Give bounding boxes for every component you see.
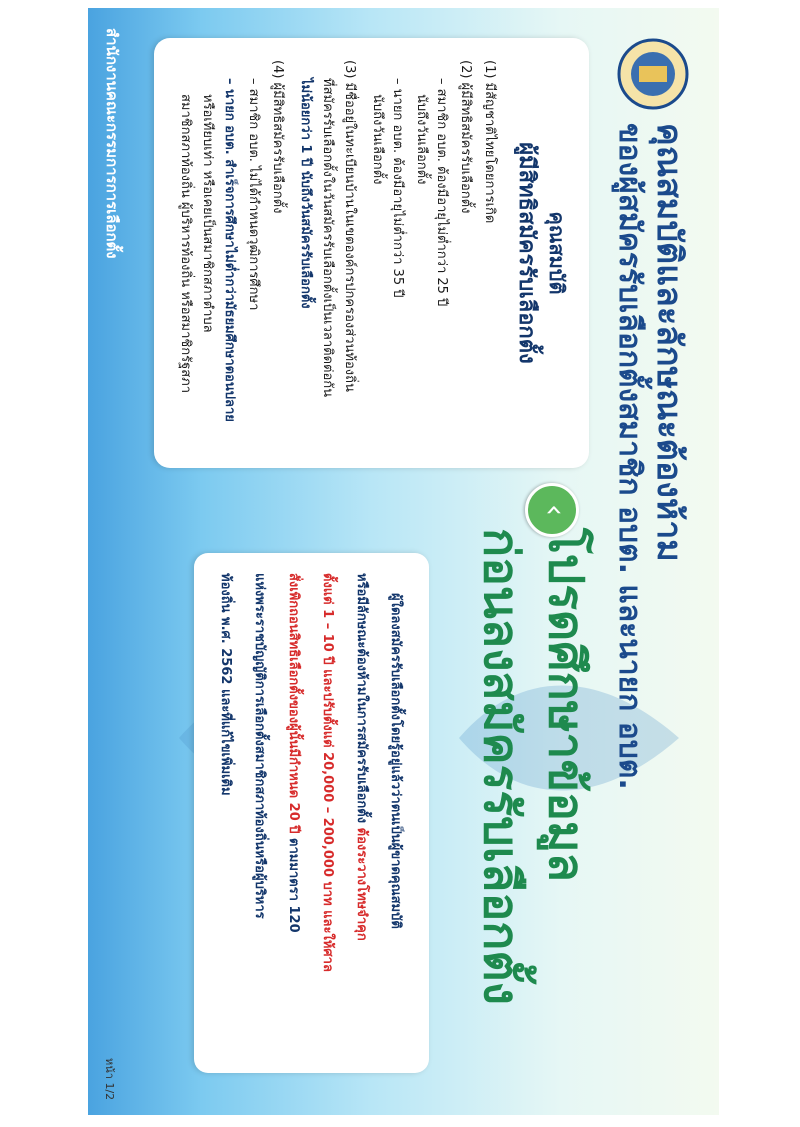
poster xyxy=(88,8,719,1115)
warning-text: ตามมาตรา 120 xyxy=(286,833,301,933)
warning-box xyxy=(194,553,429,1073)
headline-line-1: โปรดศึกษาข้อมูล xyxy=(538,528,594,883)
warning-line xyxy=(352,573,373,941)
warning-text: หรือมีลักษณะต้องห้ามในการสมัครรับเลือกตั้ง xyxy=(354,573,369,828)
list-item: (4) ผู้มีสิทธิสมัครรับเลือกตั้ง xyxy=(270,60,285,214)
card-subheading: ผู้มีสิทธิสมัครรับเลือกตั้ง xyxy=(514,142,539,364)
list-item: นับถึงวันเลือกตั้ง xyxy=(370,94,385,185)
warning-line xyxy=(284,573,305,933)
penalty-text: สั่งเพิกถอนสิทธิเลือกตั้งของผู้นั้นมีกำหนด 20 ปี xyxy=(286,573,301,834)
list-item: – สมาชิก อบต. ไม่ได้กำหนดวุฒิการศึกษา xyxy=(246,78,261,311)
card-heading: คุณสมบัติ xyxy=(545,211,569,295)
warning-line: ผู้ใดลงสมัครรับเลือกตั้งโดยรู้อยู่แล้วว่าตนเป็นผู้ขาดคุณสมบัติ xyxy=(388,593,403,929)
poster-content xyxy=(88,8,719,1115)
list-item: – นายก อบต. ต้องมีอายุไม่ต่ำกว่า 35 ปี xyxy=(390,78,405,298)
penalty-text: ต้องระวางโทษจำคุก xyxy=(354,827,369,941)
list-item: ไม่น้อยกว่า 1 ปี นับถึงวันสมัครรับเลือกตั้ง xyxy=(298,78,313,309)
warning-line: แห่งพระราชบัญญัติการเลือกตั้งสมาชิกสภาท้องถิ่นหรือผู้บริหาร xyxy=(252,573,267,919)
list-item: ที่สมัครรับเลือกตั้งในวันสมัครรับเลือกตั้งเป็นเวลาติดต่อกัน xyxy=(320,78,335,398)
list-item: สมาชิกสภาท้องถิ่น ผู้บริหารท้องถิ่น หรือสมาชิกรัฐสภา xyxy=(178,94,193,394)
title-line-2: ของผู้สมัครรับเลือกตั้งสมาชิก อบต. และนายก อบต. xyxy=(612,123,647,790)
qualification-card xyxy=(154,38,589,468)
title-line-1: คุณสมบัติและลักษณะต้องห้าม xyxy=(649,123,689,562)
list-item: (3) มีชื่ออยู่ในทะเบียนบ้านในเขตองค์กรปกครองส่วนท้องถิ่น xyxy=(342,60,357,392)
list-item: (2) ผู้มีสิทธิสมัครรับเลือกตั้ง xyxy=(458,60,473,214)
page-number: หน้า 1/2 xyxy=(103,1058,116,1101)
prev-arrow-button[interactable]: ‹ xyxy=(525,483,579,537)
warning-line: ท้องถิ่น พ.ศ. 2562 และที่แก้ไขเพิ่มเติม xyxy=(218,573,233,796)
headline-line-2: ก่อนลงสมัครรับเลือกตั้ง xyxy=(473,528,529,1005)
footer-org: สำนักงานคณะกรรมการการเลือกตั้ง xyxy=(103,28,121,259)
list-item: (1) มีสัญชาติไทยโดยการเกิด xyxy=(482,60,497,224)
list-item: – สมาชิก อบต. ต้องมีอายุไม่ต่ำกว่า 25 ปี xyxy=(434,78,449,307)
list-item: นับถึงวันเลือกตั้ง xyxy=(414,94,429,185)
list-item: หรือเทียบเท่า หรือเคยเป็นสมาชิกสภาตำบล xyxy=(200,94,215,333)
penalty-line: ตั้งแต่ 1 – 10 ปี และปรับตั้งแต่ 20,000 – 200,000 บาท และให้ศาล xyxy=(320,573,335,972)
ect-logo-icon xyxy=(617,38,689,110)
list-item: – นายก อบต. สำเร็จการศึกษาไม่ต่ำกว่ามัธยมศึกษาตอนปลาย xyxy=(222,78,237,422)
